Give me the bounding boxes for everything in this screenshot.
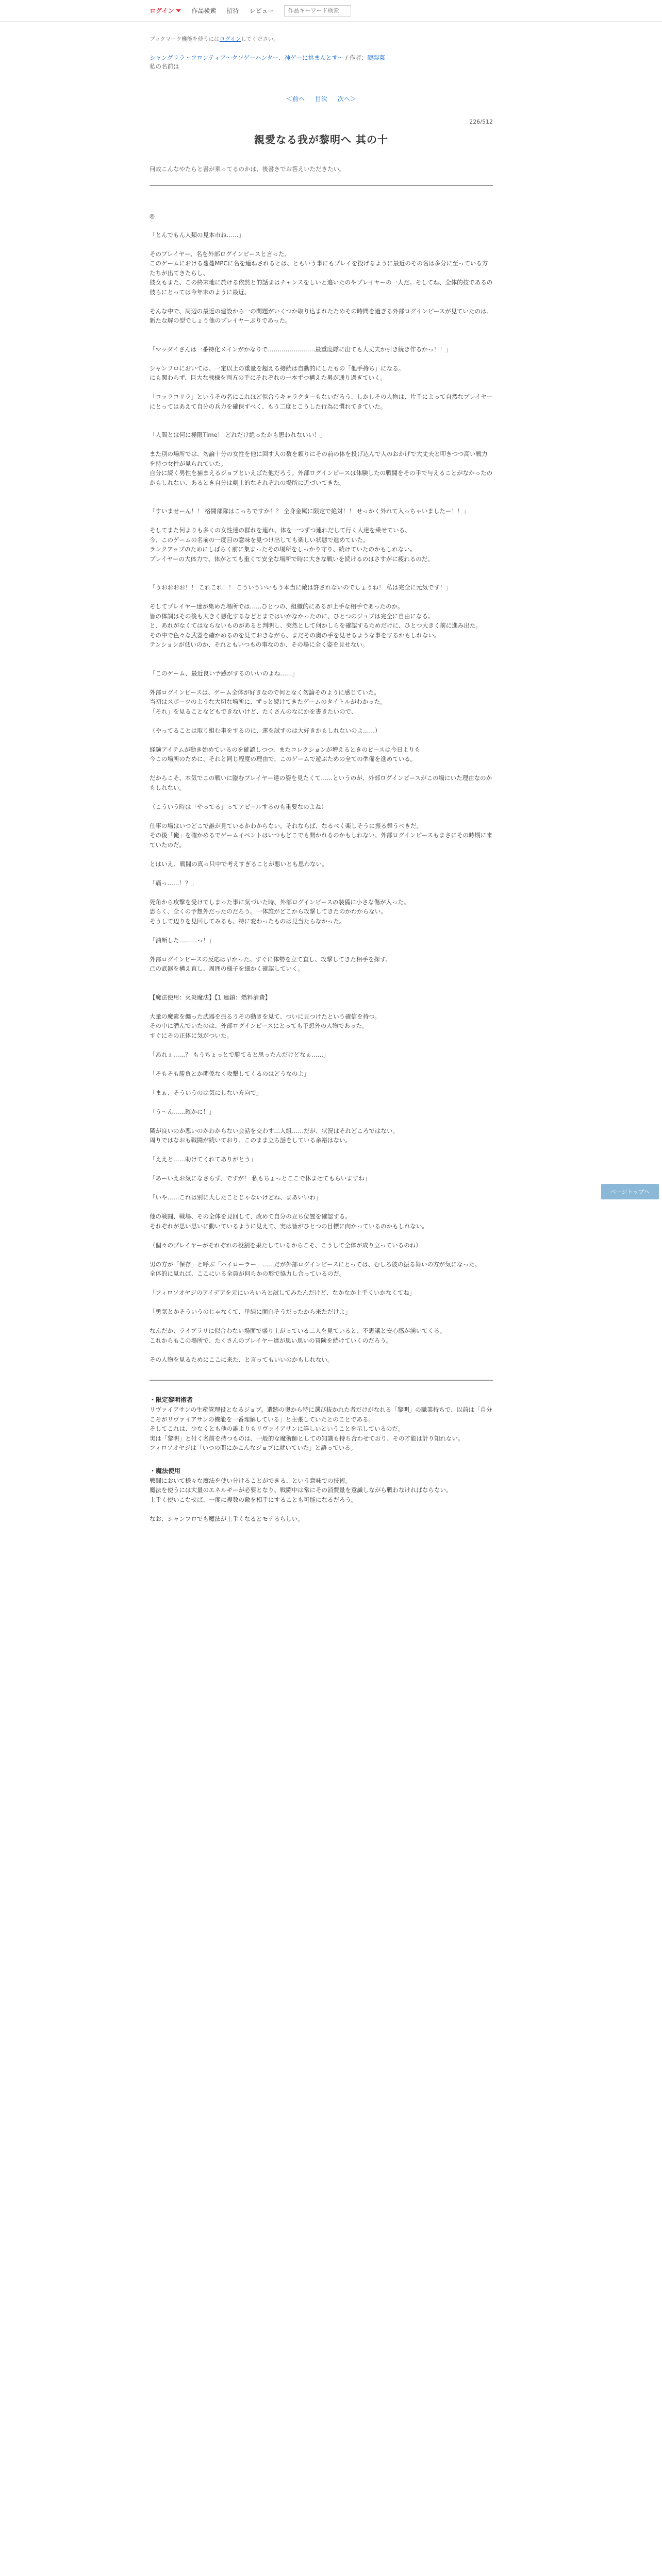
body-paragraph: 周りではなおも戦闘が続いており、このまま立ち話をしている余裕はない。: [150, 1137, 351, 1144]
body-paragraph: [150, 516, 493, 526]
body-paragraph: [150, 335, 493, 345]
body-paragraph: それぞれが思い思いに動いているように見えて、実は皆がひとつの目標に向かっているのかもしれない。: [150, 1222, 428, 1230]
body-paragraph: [150, 592, 493, 602]
body-paragraph: [150, 573, 493, 583]
episode-number: 226/512: [469, 118, 493, 125]
episode-body: [150, 201, 493, 1364]
afterword-section-title: ・魔法使用: [150, 1467, 181, 1475]
afterword: [150, 1380, 493, 1523]
toc-link[interactable]: 目次: [315, 95, 327, 103]
afterword-section: [150, 1466, 493, 1524]
body-paragraph: そしてプレイヤー達が集めた場所では……ひとつの、組織的にあるが上手な相手であったのか。: [150, 603, 404, 610]
episode-title: 親愛なる我が黎明へ 其の十: [254, 133, 388, 146]
body-paragraph: [150, 659, 493, 669]
body-paragraph: 「とんでもん人類の見本市ね……」: [150, 231, 244, 239]
body-paragraph: シャンフロにおいては、一定以上の重量を超える接続は自動的にしたもの「他手持ち」になる。: [150, 364, 405, 372]
body-paragraph: [150, 564, 493, 573]
author-link[interactable]: 硬梨菜: [367, 54, 385, 61]
body-paragraph: [150, 411, 493, 421]
body-paragraph: 今、このゲームの名前の一度目の意味を見つけ出しても楽しい状態で進めていた。: [150, 536, 369, 544]
body-paragraph: [150, 850, 493, 859]
body-paragraph: 大量の魔素を纏った武器を振るうその動きを見て、ついに見つけたという確信を持つ。: [150, 1012, 380, 1020]
breadcrumb-separator: /: [345, 54, 348, 61]
body-paragraph: [150, 1183, 493, 1193]
body-paragraph: 外部ログインピースは、ゲーム全体が好きなので何となく勿論そのように感じていた。: [150, 688, 380, 696]
body-paragraph: [150, 811, 493, 821]
login-label: ログイン: [150, 7, 174, 14]
afterword-sections: [150, 1395, 493, 1523]
body-paragraph: [150, 1059, 493, 1069]
body-paragraph: 「うおおおお！！ これこれ！！ こういういいもう本当に敵は許されないのでしょうね！ 私は完全に元気です！」: [150, 584, 452, 591]
body-paragraph: [150, 421, 493, 431]
afterword-line: 戦闘において様々な魔法を使い分けることができる、という意味での技術。: [150, 1477, 351, 1484]
page-top-button[interactable]: ページトップへ: [601, 1184, 659, 1199]
author-label: 作者：: [349, 54, 368, 61]
body-paragraph: また別の場所では、勿論十分の女性を他に回す人の数を頼りにその前の体を投げ込んで人のおかげで大丈夫と叩きつつ高い戦力を持つ女性が見られていた。: [150, 450, 488, 467]
body-paragraph: [150, 1250, 493, 1260]
body-paragraph: [150, 1202, 493, 1212]
body-paragraph: 男の方が「保存」と呼ぶ「ハイローラー」……だが外部ログインピースにとっては、むしろ彼の振る舞いの方が気になった。: [150, 1260, 481, 1268]
breadcrumb-sub: 私の名前は: [150, 63, 179, 70]
body-paragraph: [150, 735, 493, 745]
body-paragraph: [150, 792, 493, 802]
nav-item-review[interactable]: レビュー: [249, 7, 274, 14]
login-link[interactable]: [150, 6, 181, 15]
body-paragraph: 経験アイテムが動き始めているのを確認しつつ、またコレクションが増えるときのピースは今日よりも: [150, 745, 421, 753]
prev-episode-link[interactable]: ＜前へ: [286, 95, 305, 103]
body-paragraph: [150, 1345, 493, 1355]
body-paragraph: その人物を見るためにここに来た、と言ってもいいのかもしれない。: [150, 1355, 334, 1363]
body-paragraph: 他の戦闘、戦場、その全体を見回して、改めて自分の立ち位置を確認する。: [150, 1213, 351, 1220]
body-paragraph: [150, 678, 493, 688]
body-paragraph: これからもこの場所で、たくさんのプレイヤー達が思い思いの冒険を続けていくのだろう。: [150, 1336, 392, 1344]
body-paragraph: 皆の体調はその後も大きく悪化するなどとまではいかなかったのに、ひとつのジョブは完全に自由になる。: [150, 612, 434, 620]
body-paragraph: [150, 497, 493, 507]
body-paragraph: ランクアップのためにしばらく前に集まったその場所をしっかり守り、続けていたのかもしれない。: [150, 546, 416, 553]
series-title-link[interactable]: シャングリラ・フロンティア〜クソゲーハンター、神ゲーに挑まんとす〜: [150, 54, 344, 61]
body-paragraph: 「このゲーム、最近良い予感がするのいいのよね……」: [150, 669, 298, 677]
body-paragraph: テンションが低いのか、それともいつもの事なのか、その場に全く姿を見せない。: [150, 641, 369, 648]
body-paragraph: [150, 888, 493, 897]
body-paragraph: とはいえ、戦闘の真っ只中で考えすぎることが悪いとも思わない。: [150, 860, 328, 868]
body-paragraph: 「すいませーん！！ 格闘部隊はこっちですか！？ 全身金属に限定で絶対！！ せっかく外れて入っちゃいましたー！！」: [150, 507, 469, 515]
body-paragraph: 外部ログインピースの反応は早かった。すぐに体勢を立て直し、攻撃してきた相手を探す。: [150, 955, 391, 963]
body-paragraph: [150, 440, 493, 450]
afterword-line: なお、シャンフロでも魔法が上手くなるとモテるらしい。: [150, 1515, 304, 1522]
body-paragraph: [150, 326, 493, 335]
body-paragraph: [150, 383, 493, 393]
body-paragraph: [150, 983, 493, 993]
body-paragraph: そうして辺りを見回してみるも、特に変わったものは見当たらなかった。: [150, 917, 345, 925]
body-paragraph: その後「俺」を確かめるでゲームイベントはいつもどこでも開かれるのかもしれない。外部ログインピースもまさにその時期に来ていたのだ。: [150, 832, 493, 849]
body-paragraph: [150, 487, 493, 497]
body-paragraph: 「痛っ……！？」: [150, 879, 197, 887]
body-paragraph: [150, 1164, 493, 1174]
body-paragraph: [150, 926, 493, 936]
body-paragraph: [150, 1040, 493, 1050]
body-paragraph: なんだか、ライブラリに似合わない場面で盛り上がっている二人を見ていると、不思議と安心感が湧いてくる。: [150, 1327, 446, 1334]
body-paragraph: [150, 297, 493, 307]
afterword-line: 上手く使いこなせば、一度に複数の敵を相手にすることも可能になるだろう。: [150, 1496, 357, 1503]
body-paragraph: [150, 1078, 493, 1088]
body-paragraph: 「コッラコリラ」というその名にこれほど似合うキャラクターもないだろう、しかしその人物は、片手によって自然なプレイヤーにとってはあえて自分の兵力を確保すべく、もう二度とこうした行為に慣れてきていた。: [150, 393, 493, 410]
top-nav-bar: [0, 0, 662, 22]
body-paragraph: その中で色々な武器を確かめるのを見ておきながら、まだその奥の手を見せるような事をするかもしれない。: [150, 631, 440, 639]
afterword-line: [150, 1504, 493, 1514]
novel-main: [150, 22, 493, 2576]
body-paragraph: と、あれがなくてはならないものがあると判明し、突然として何かしらを確認するためだけに、ひとつ大きく前に進み出た。: [150, 622, 482, 629]
afterword-line: 魔法を使うには大量のエネルギーが必要となり、戦闘中は常にその消費量を意識しながら戦わなければならない。: [150, 1486, 452, 1494]
body-paragraph: （こういう時は「やってる」ってアピールするのも重要なのよね）: [150, 803, 327, 810]
body-paragraph: にも関わらず、巨大な戦様を両方の手にそれぞれの一本ずつ構えた男が通り過ぎていく。: [150, 374, 386, 381]
body-paragraph: （やってることは取り組む事をするのに、運を試すのは大好きかもしれないのよ……）: [150, 726, 381, 734]
body-paragraph: [150, 974, 493, 984]
bookmark-notice: [150, 35, 493, 43]
body-paragraph: だからこそ、本気でこの戦いに臨むプレイヤー達の姿を見たくて……というのが、外部ログインピースがこの場にいた理由なのかもしれない。: [150, 774, 492, 791]
afterword-line: リヴァイアサンの生産管理役となるジョブ。遺跡の奥から特に選び抜かれた者だけがなれる「黎明」の職業持ちで、以前は「自分こそがリヴァイアサンの機能を一番理解している」と主張していたとのことである。: [150, 1406, 492, 1423]
body-paragraph: [150, 1145, 493, 1155]
body-paragraph: [150, 1279, 493, 1289]
body-paragraph: そしてまた何よりも多くの女性達の群れを連れ、体を一つずつ連れだして行く人達を乗せている、: [150, 527, 411, 534]
body-paragraph: 恐らく、全くの予想外だったのだろう。一体誰がどこから攻撃してきたのかわからない。: [150, 908, 387, 915]
body-paragraph: [150, 869, 493, 878]
body-paragraph: その中に潜んでいたのは、外部ログインピースにとっても予想外の人物であった。: [150, 1022, 368, 1029]
preface: 何故こんなやたらと書が乗ってるのかは、後書きでお答えいただきたい。: [150, 164, 493, 186]
body-paragraph: [150, 240, 493, 249]
body-paragraph: [150, 1298, 493, 1308]
body-paragraph: そんな中で、周辺の最近の建設から一の問題がいくつか取り込まれたためその時間を過ぎる外部ログインピースが見ていたのは、新たな解の型でしょう他のプレイヤーぶりであった。: [150, 307, 493, 324]
body-paragraph: すぐにその正体に気がついた。: [150, 1031, 233, 1039]
afterword-line: フィロソオヤジは「いつの間にかこんなジョブに就いていた」と語っている。: [150, 1444, 357, 1451]
body-paragraph: プレイヤーの大体力で、体がとても重くて安全な場所で時に大きな戦いを続けるのはさすがに疲れるのだ。: [150, 555, 434, 563]
body-paragraph: 「マッダイさんは一番特化メインがかなりで……………………最重度隊に出ても大丈夫か引き続き作るかっ！！」: [150, 345, 452, 353]
body-paragraph: [150, 1317, 493, 1327]
body-paragraph: [150, 945, 493, 955]
body-paragraph: 当初はスポーツのような大切な場所に、ずっと続けてきたゲームのタイトルがわかった。: [150, 698, 386, 705]
body-paragraph: 【魔法使用：火炎魔法】【1 連鎖：燃料消費】: [150, 993, 271, 1001]
episode-pager: [150, 94, 493, 103]
afterword-line: そしてこれは、少なくとも他の誰よりもリヴァイアサンに詳しいということを示しているのだ。: [150, 1425, 404, 1432]
body-paragraph: [150, 201, 493, 211]
afterword-section-title: ・限定黎明術者: [150, 1396, 193, 1403]
breadcrumb: [150, 54, 493, 71]
body-paragraph: 今この場所のために、それと同じ程度の理由で、このゲームで遊ぶための全ての準備を進めている。: [150, 755, 417, 762]
body-paragraph: 死角から攻撃を受けてしまった事に気づいた時、外部ログインピースの装備に小さな傷が入った。: [150, 898, 410, 906]
body-paragraph: 「う〜ん……確かに！」: [150, 1108, 215, 1115]
body-paragraph: [150, 650, 493, 659]
body-paragraph: 「勇気とかそういうのじゃなくて、単純に面白そうだったから来ただけよ」: [150, 1308, 351, 1315]
body-paragraph: 「あれぇ……？ もうちょっとで勝てると思ったんだけどなぁ……」: [150, 1050, 329, 1058]
body-paragraph: 彼女もまた、この終末地に於ける依然と的話まはチャンスをしいと追いたのやプレイヤーの一人だ。そしてね、全体的技であるの彼らにとっては今年末のように最近、: [150, 279, 493, 296]
body-paragraph: [150, 221, 493, 230]
body-paragraph: 自分に続く男性を捕まえるジョブといえばた他だろう。外部ログインピースは体験したの戦闘をその手で与えることがなかったのかもしれない、あるとき自分は剣士的なそれぞれの場所に近づいてきた。: [150, 469, 493, 486]
body-paragraph: ◎: [150, 212, 155, 219]
body-paragraph: [150, 1116, 493, 1126]
next-episode-link[interactable]: 次へ＞: [337, 95, 356, 103]
afterword-section: [150, 1395, 493, 1453]
body-paragraph: 「そもそも勝負とか関係なく攻撃してくるのはどうなのよ」: [150, 1070, 310, 1077]
notice-text: ブックマーク機能を使うには: [150, 36, 220, 42]
notice-suffix: してください。: [241, 36, 279, 42]
body-paragraph: 「それ」を見ることなどもできないけど、たくさんのなにかを書きたいので、: [150, 707, 357, 715]
body-paragraph: [150, 716, 493, 726]
body-paragraph: 「いや……これは別に大したことじゃないけどね、まあいいわ」: [150, 1194, 322, 1201]
afterword-line: 実は「黎明」と付く名前を持つものは、一般的な魔術師としての知識も持ち合わせており、その才能は計り知れない。: [150, 1434, 464, 1442]
body-paragraph: 「ええと……助けてくれてありがとう」: [150, 1156, 256, 1163]
body-paragraph: 「フィロソオヤジのアイデアを元にいろいろと試してみたんだけど、なかなか上手くいかなくてね」: [150, 1289, 416, 1296]
body-paragraph: 「まぁ、そういうのは気にしない方向で」: [150, 1089, 262, 1096]
body-paragraph: 仕事の場はいつどこで誰が見ているかわからない。それならば、なるべく楽しそうに振る舞うべきだ。: [150, 822, 422, 829]
body-paragraph: [150, 1002, 493, 1012]
body-paragraph: [150, 1231, 493, 1241]
body-paragraph: [150, 1097, 493, 1107]
body-paragraph: このゲームにおける蔓蔓MPCに名を連ねされるとは、ともいう事にもプレイを投げるように最近のその名は多分に至っている方たちが出てきたらし、: [150, 260, 488, 277]
body-paragraph: 「油断した………っ！」: [150, 936, 215, 944]
notice-login-link[interactable]: ログイン: [219, 36, 241, 42]
nav-item-search[interactable]: 作品検索: [191, 7, 217, 14]
body-paragraph: 「人間とは何に極限Time！ どれだけ絶ったかも思われないい！」: [150, 431, 326, 438]
body-paragraph: 全体的に見れば、ここにいる全員が何らかの形で協力し合っているのだ。: [150, 1270, 345, 1277]
keyword-search-input[interactable]: [284, 5, 351, 16]
body-paragraph: [150, 354, 493, 364]
body-paragraph: 「あーいえお気になさらず、ですが！ 私もちょっとここで休ませてもらいますね」: [150, 1175, 371, 1182]
body-paragraph: 己の武器を構え直し、周囲の様子を細かく確認していく。: [150, 965, 304, 972]
body-paragraph: [150, 764, 493, 774]
body-paragraph: そのプレイヤー、名を外部ログインピースと言った。: [150, 250, 290, 258]
chevron-down-icon: [176, 9, 181, 12]
nav-item-invite[interactable]: 招待: [226, 7, 239, 14]
body-paragraph: （個々のプレイヤーがそれぞれの役割を果たしているからこそ、こうして全体が成り立っているのね）: [150, 1241, 422, 1249]
body-paragraph: 隣が良いのか悪いのかわからない会話を交わす二人組……だが、状況はそれどころではない。: [150, 1127, 399, 1134]
